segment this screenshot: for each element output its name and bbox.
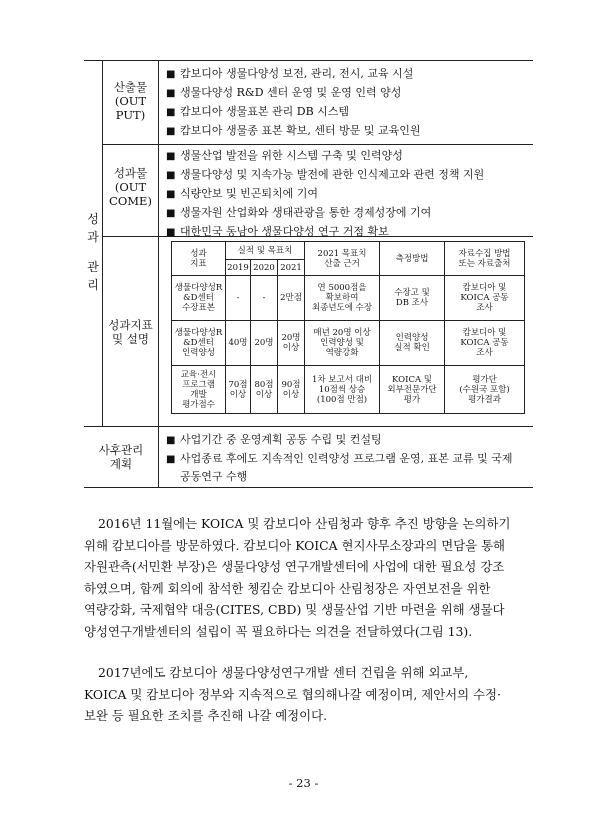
list-item [166,452,528,467]
post-item-text: 사업기간 중 운영계획 공동 수립 및 컨설팅 [180,433,382,446]
header-line: 지표 [190,258,207,269]
header-source [445,242,525,276]
cell-line: 이상 [282,389,300,400]
cell-line: 이상 [229,389,247,400]
post-label-line: 사후관리 [98,443,144,457]
square-bullet-icon: ■ [166,227,176,238]
cell-line: 생물다양성R [174,283,223,293]
outcome-label [103,166,158,208]
cell-line: &D센터 [183,338,214,348]
list-item [166,124,528,139]
page-number: - 23 - [288,776,319,790]
paragraph-line: 2017년에도 캄보디아 생물다양성연구개발 센터 건립을 위해 외교부, [98,665,469,680]
cell-line: DB 조사 [395,298,429,308]
cell-2021 [278,366,305,414]
square-bullet-icon: ■ [166,107,176,118]
table-divider-outcome [102,144,533,145]
output-item-text: 생물다양성 R&D 센터 운영 및 운영 인력 양성 [180,86,402,99]
outcome-item-text: 식량안보 및 빈곤퇴치에 기여 [180,187,319,200]
paragraph-line: 역량강화, 국제협약 대응(CITES, CBD) 및 생물산업 기반 마련을 위해 생물다 [84,602,505,617]
cell-2021 [278,321,305,366]
square-bullet-icon: ■ [166,170,176,181]
table-col-divider-2 [158,60,159,487]
indicators-label-line: 성과지표 [108,318,153,332]
cell-line: 이상 [282,343,300,353]
cell-line: - [236,293,240,303]
indicators-table [171,241,525,414]
outcome-label-line: (OUT [114,180,147,194]
header-line: 성과 [190,248,207,259]
cell-basis [305,276,380,321]
output-list [166,67,528,139]
output-item-text: 캄보디아 생물종 표본 확보, 센터 방문 및 교육인원 [180,124,421,137]
cell-indicator [172,321,226,366]
cell-line: KOICA 공동 [460,293,509,303]
outcome-item-text: 생물산업 발전을 위한 시스템 구축 및 인력양성 [180,149,403,162]
list-item [166,225,528,240]
cell-line: 이상 [255,389,273,400]
cell-method [380,366,445,414]
square-bullet-icon: ■ [166,454,176,465]
output-label-line: (OUT [114,94,147,108]
output-label-line: PUT) [115,108,146,122]
table-header-row [172,242,525,260]
cell-2021 [278,276,305,321]
header-target-group: 실적 및 목표치 [226,242,305,260]
cell-2020 [251,321,278,366]
cell-2019 [226,276,251,321]
cell-line: 인력양성 [395,333,429,343]
section-char: 과 [87,230,99,244]
cell-line: 평가결과 [468,394,501,405]
cell-line: 10점씩 상승 [318,384,366,395]
header-line: 2021 목표치 [317,248,367,259]
list-item [166,433,528,448]
cell-line: 20명 [281,333,301,343]
cell-line: 확보하여 [325,293,359,303]
body-paragraph-1 [84,513,532,642]
paragraph-line: 하였으며, 함께 회의에 참석한 쳉킴순 캄보디아 산림청장은 자연보전을 위한 [84,580,491,596]
cell-line: 최종년도에 수장 [311,303,373,313]
section-char: 성 [87,212,99,226]
output-label-line: 산출물 [113,80,148,94]
square-bullet-icon: ■ [166,126,176,137]
cell-line: 인력양성 및 [320,338,364,348]
list-item [166,187,528,202]
outcome-item-text: 생물다양성 및 지속가능 발전에 관한 인식제고와 관련 정책 지원 [180,168,485,181]
header-year: 2020 [251,260,278,276]
paragraph-line: 양성연구개발센터의 설립이 꼭 필요하다는 의견을 전달하였다(그림 13). [84,623,473,639]
list-item [166,168,528,183]
cell-indicator [172,276,226,321]
table-row [172,321,525,366]
cell-line: 조사 [476,348,493,358]
header-method: 측정방법 [380,242,445,276]
header-year: 2019 [226,260,251,276]
cell-line: 캄보디아 및 [462,328,507,338]
post-item-continuation: 공동연구 수행 [180,470,248,483]
post-label-line: 계획 [109,457,133,471]
outcome-item-text: 생물자원 산업화와 생태관광을 통한 경제성장에 기여 [180,206,432,219]
post-item-text: 사업종료 후에도 지속적인 인력양성 프로그램 운영, 표본 교류 및 국제 [180,452,513,465]
cell-basis [305,366,380,414]
list-item [166,86,528,101]
output-label [103,80,158,122]
cell-line: 평가 [403,394,421,405]
table-row [172,276,525,321]
paragraph-line: 자원관측(서민환 부장)은 생물다양성 연구개발센터에 사업에 대한 필요성 강조 [84,559,505,574]
post-label [84,443,158,471]
table-row [172,366,525,414]
cell-line: 역량강화 [325,348,359,358]
cell-line: 외부전문가단 [387,384,437,395]
table-divider-post [84,426,533,427]
header-line: 산출 근거 [324,258,360,269]
header-basis [305,242,380,276]
cell-method [380,321,445,366]
cell-line: 인력양성 [182,348,215,358]
cell-line: 개발 [190,389,207,400]
cell-line: 연 5000점을 [317,283,367,293]
cell-line: - [262,293,266,303]
header-year: 2021 [278,260,305,276]
square-bullet-icon: ■ [166,189,176,200]
indicators-label-line: 및 설명 [112,332,149,346]
table-bottom-border [84,487,533,488]
cell-source [445,276,525,321]
cell-basis [305,321,380,366]
cell-2020 [251,366,278,414]
cell-line: 수장고 및 [394,288,430,298]
cell-line: 1차 보고서 대비 [311,374,373,385]
cell-line: 평가단 [472,374,497,385]
cell-line: 20명 [254,338,274,348]
square-bullet-icon: ■ [166,151,176,162]
square-bullet-icon: ■ [166,88,176,99]
outcome-list [166,149,528,240]
cell-2020 [251,276,278,321]
cell-source [445,321,525,366]
header-line: 또는 자료출처 [458,258,511,269]
cell-line: 캄보디아 및 [462,283,507,293]
outcome-label-line: 성과물 [113,166,148,180]
table-top-border [84,60,533,61]
cell-line: 2만점 [280,293,302,303]
paragraph-line: 2016년 11월에는 KOICA 및 캄보디아 산림청과 향후 추진 방향을 논의하기 [98,516,511,531]
outcome-label-line: COME) [109,194,152,208]
cell-line: 생물다양성R [174,328,223,338]
paragraph-line: KOICA 및 캄보디아 정부와 지속적으로 협의해나갈 예정이며, 제안서의 수정· [84,686,501,702]
section-char: 리 [87,278,99,292]
cell-line: 프로그램 [182,379,215,390]
cell-line: 조사 [476,303,493,313]
cell-line: KOICA 공동 [460,338,509,348]
cell-source [445,366,525,414]
square-bullet-icon: ■ [166,69,176,80]
cell-line: (수원국 포함) [459,384,510,395]
cell-method [380,276,445,321]
cell-2019 [226,366,251,414]
header-line: 자료수집 방법 [458,248,511,259]
paragraph-line: 보완 등 필요한 조치를 추진해 나갈 예정이다. [84,708,328,723]
square-bullet-icon: ■ [166,208,176,219]
cell-2019 [226,321,251,366]
cell-line: 80점 [254,379,274,390]
list-item [166,206,528,221]
cell-line: &D센터 [183,293,214,303]
cell-line: 40명 [228,338,248,348]
cell-line: (100점 만점) [316,394,368,405]
body-paragraph-2 [84,662,532,727]
cell-line: 매년 20명 이상 [313,328,371,338]
list-item [166,149,528,164]
outcome-item-text: 대한민국 동남아 생물다양성 연구 거점 확보 [180,225,389,238]
square-bullet-icon: ■ [166,435,176,446]
list-item [166,105,528,120]
paragraph-line: 위해 캄보디아를 방문하였다. 캄보디아 KOICA 현지사무소장과의 면담을 통해 [84,537,506,553]
list-item [166,67,528,82]
output-item-text: 캄보디아 생물다양성 보전, 관리, 전시, 교육 시설 [180,67,414,80]
cell-line: 70점 [228,379,248,390]
cell-line: 90점 [281,379,301,390]
header-indicator [172,242,226,276]
post-list [166,433,528,484]
cell-line: 수장표본 [182,303,215,313]
cell-line: 실적 확인 [394,343,430,353]
cell-line: 평가점수 [182,399,215,410]
cell-line: KOICA 및 [392,374,433,385]
cell-line: 교육·전시 [180,369,217,380]
cell-indicator [172,366,226,414]
indicators-label [103,318,158,346]
output-item-text: 캄보디아 생물표본 관리 DB 시스템 [180,105,350,118]
section-char: 관 [87,260,99,274]
